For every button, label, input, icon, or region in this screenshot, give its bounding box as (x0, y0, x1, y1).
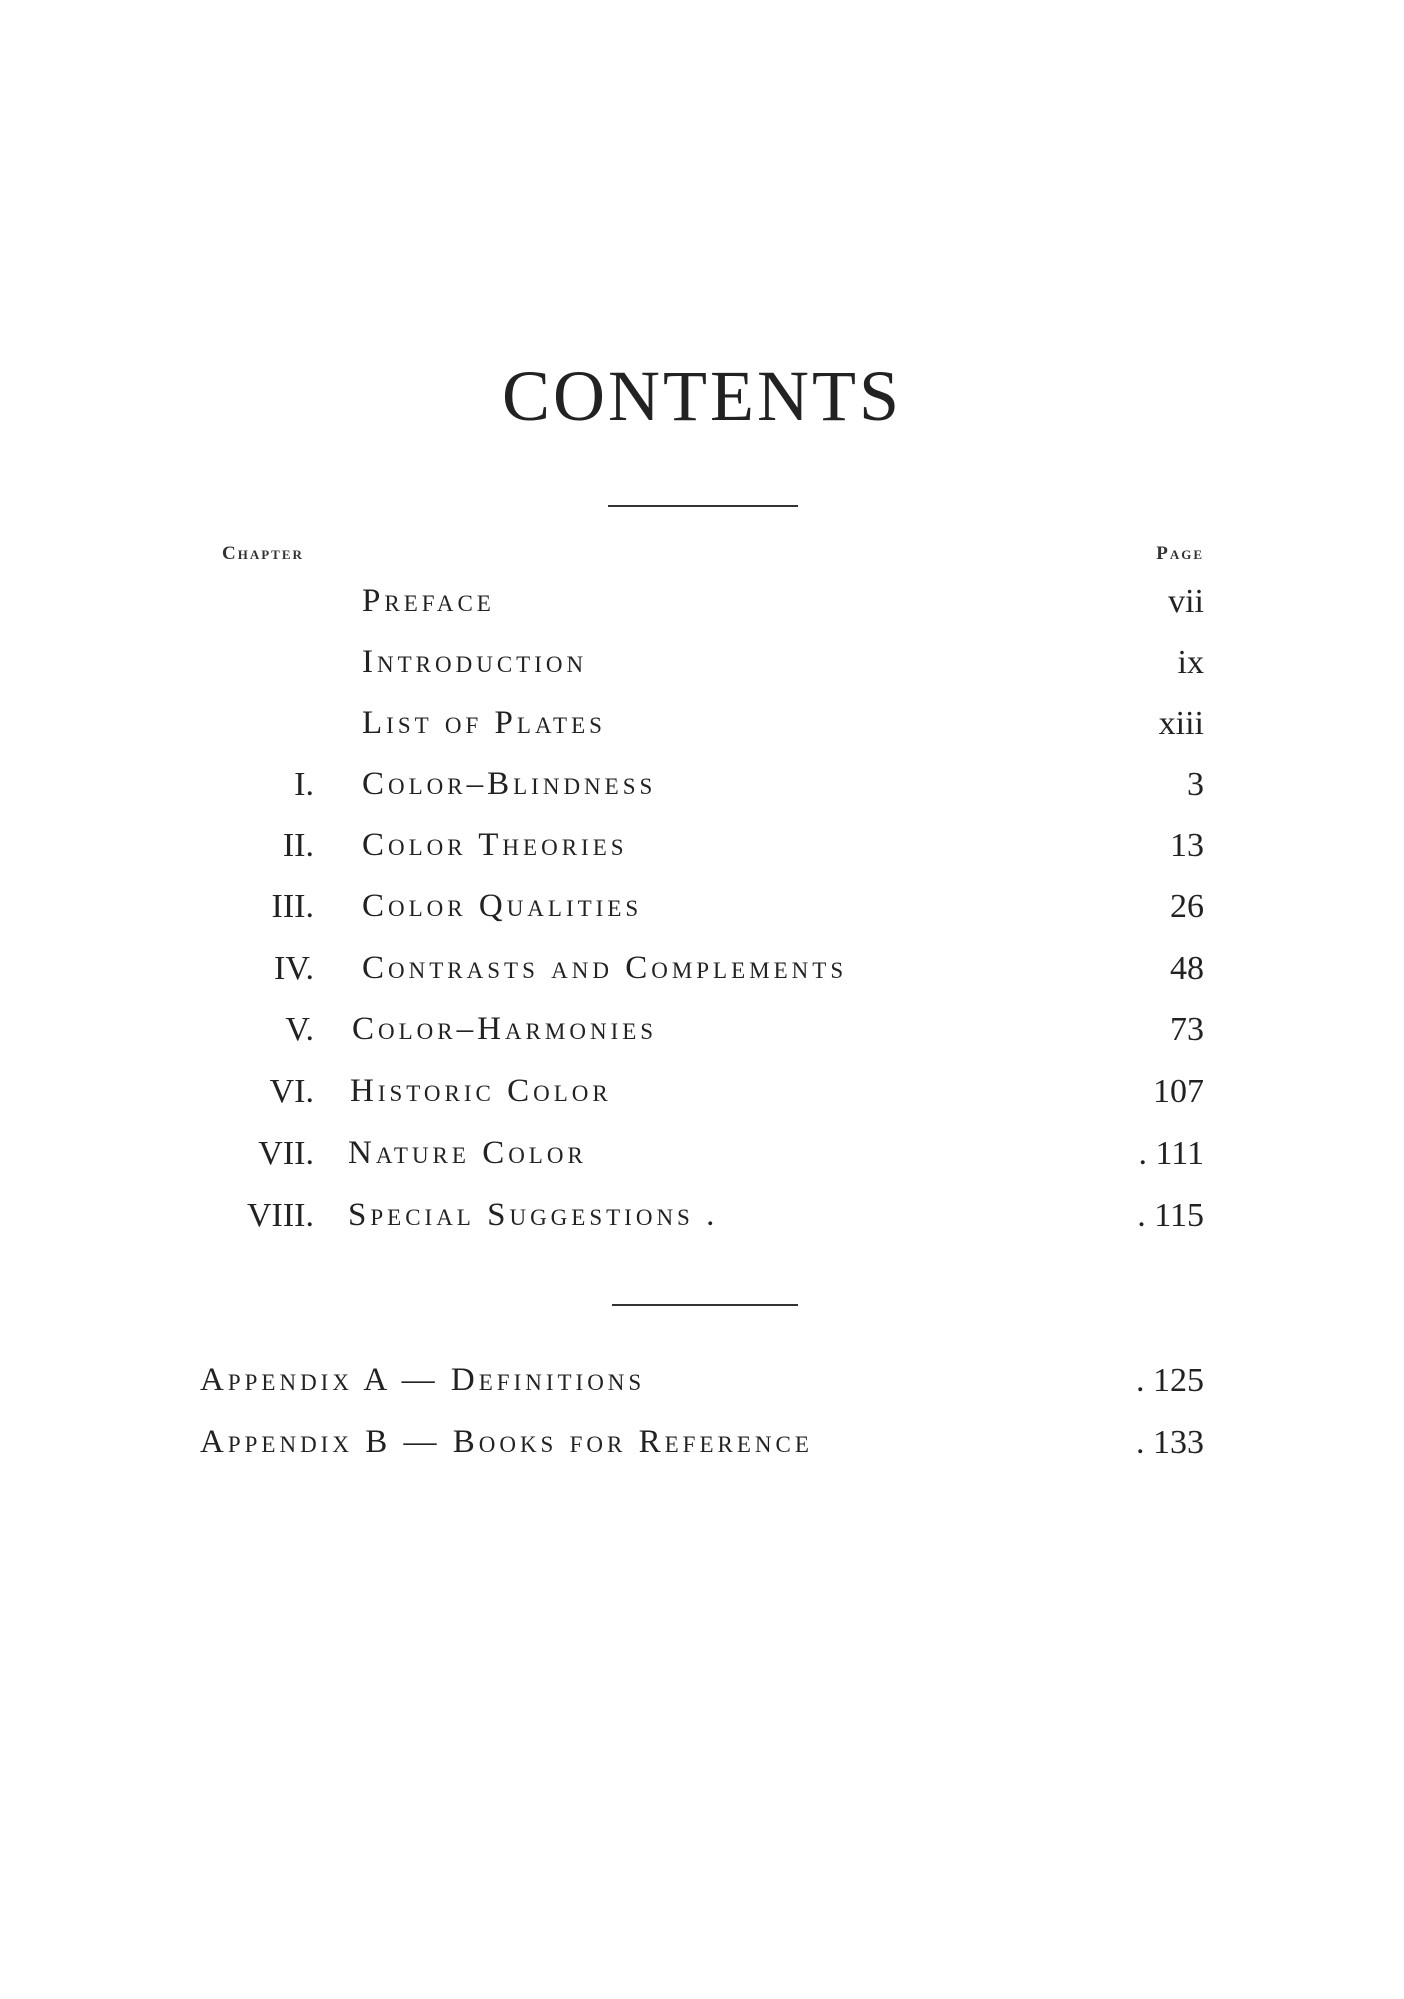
toc-page-number: ix (1177, 644, 1204, 681)
toc-page-number: 13 (1170, 827, 1204, 864)
toc-chapter-number: VI. (269, 1073, 314, 1110)
toc-entry-list-of-plates[interactable] (0, 705, 1404, 755)
appendix-title: Appendix B — Books for Reference (200, 1424, 813, 1460)
toc-entry-chapter-8[interactable] (0, 1197, 1404, 1247)
page-column-heading: Page (1156, 543, 1204, 564)
toc-entry-title: Special Suggestions . (348, 1197, 719, 1233)
toc-chapter-number: VIII. (246, 1197, 314, 1234)
toc-entry-preface[interactable] (0, 583, 1404, 633)
toc-entry-title: Color–Blindness (362, 766, 657, 802)
toc-chapter-number: IV. (274, 950, 314, 987)
toc-page-number: 107 (1153, 1073, 1204, 1110)
toc-page-number: . 115 (1137, 1197, 1204, 1234)
toc-page-number: 26 (1170, 888, 1204, 925)
toc-chapter-number: VII. (258, 1135, 314, 1172)
page-title: CONTENTS (502, 356, 902, 436)
appendix-title: Appendix A — Definitions (200, 1362, 646, 1398)
toc-entry-title: List of Plates (362, 705, 606, 741)
toc-entry-chapter-2[interactable] (0, 827, 1404, 877)
toc-entry-chapter-6[interactable] (0, 1073, 1404, 1123)
toc-chapter-number: III. (271, 888, 314, 925)
toc-entry-chapter-5[interactable] (0, 1011, 1404, 1061)
toc-page-number: . 133 (1136, 1424, 1204, 1461)
toc-entry-appendix-b[interactable] (0, 1424, 1404, 1474)
chapter-column-heading: Chapter (222, 543, 304, 564)
toc-entry-chapter-7[interactable] (0, 1135, 1404, 1185)
toc-entry-chapter-3[interactable] (0, 888, 1404, 938)
toc-entry-title: Color–Harmonies (352, 1011, 658, 1047)
toc-page-number: . 111 (1138, 1135, 1204, 1172)
toc-page-number: 73 (1170, 1011, 1204, 1048)
toc-entry-title: Color Theories (362, 827, 628, 863)
toc-chapter-number: I. (294, 766, 314, 803)
toc-entry-title: Color Qualities (362, 888, 643, 924)
toc-page-number: 48 (1170, 950, 1204, 987)
toc-entry-title: Introduction (362, 644, 588, 680)
toc-entry-title: Preface (362, 583, 495, 619)
toc-page-number: xiii (1158, 705, 1204, 742)
toc-entry-chapter-1[interactable] (0, 766, 1404, 816)
toc-entry-title: Nature Color (348, 1135, 587, 1171)
toc-chapter-number: V. (285, 1011, 314, 1048)
toc-page-number: . 125 (1136, 1362, 1204, 1399)
toc-page-number: vii (1168, 583, 1204, 620)
toc-chapter-number: II. (282, 827, 314, 864)
toc-entry-introduction[interactable] (0, 644, 1404, 694)
toc-page-number: 3 (1187, 766, 1204, 803)
toc-entry-chapter-4[interactable] (0, 950, 1404, 1000)
toc-entry-appendix-a[interactable] (0, 1362, 1404, 1412)
toc-entry-title: Contrasts and Complements (362, 950, 848, 986)
title-divider (608, 505, 798, 507)
toc-entry-title: Historic Color (350, 1073, 612, 1109)
appendix-divider (612, 1304, 798, 1306)
